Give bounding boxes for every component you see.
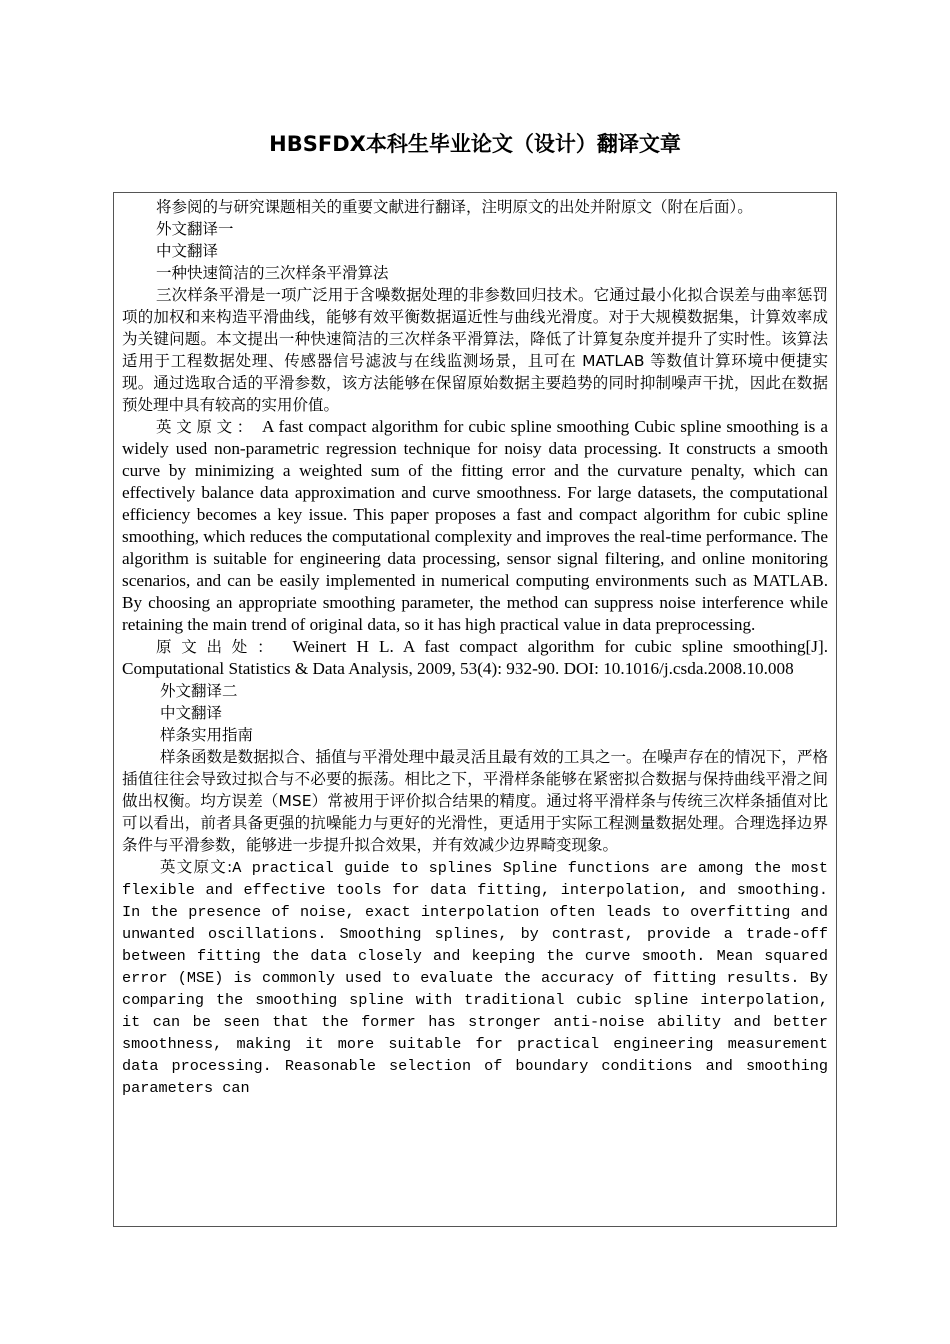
t2-original-text: A practical guide to splines Spline functions are among the most flexible and effective tools for data fitting, interpolation, and smoothing. In the presence of noise, exact interpolation often leads to overfitting and unwanted oscillations. Smoothing splines, by contrast, provide a trade-off between fitting the data closely and keeping the curve smooth. Mean squared error (MSE) is commonly used to evaluate the accuracy of fitting results. By comparing the smoothing spline with traditional cubic spline interpolation, it can be seen that the former has stronger anti-noise ability and better smoothness, making it more suitable for practical engineering measurement data processing. Reasonable selection of boundary conditions and smoothing parameters can bbox=[122, 859, 828, 1097]
t1-title: 一种快速简洁的三次样条平滑算法 bbox=[156, 264, 389, 282]
t1-label: 中文翻译 bbox=[156, 242, 219, 260]
t1-source-text: Weinert H L. A fast compact algorithm for cubic spline smoothing[J]. Computational Statistics & Data Analysis, 2009, 53(4): 932-90. DOI: 10.1016/j.csda.2008.10.008 bbox=[122, 637, 828, 678]
t1-original bbox=[122, 416, 828, 636]
t1-original-label: 英文原文： bbox=[156, 418, 258, 436]
t1-source bbox=[122, 636, 828, 680]
t1-body: 三次样条平滑是一项广泛用于含噪数据处理的非参数回归技术。它通过最小化拟合误差与曲率惩罚项的加权和来构造平滑曲线，能够有效平衡数据逼近性与曲线光滑度。对于大规模数据集，计算效率成为关键问题。本文提出一种快速简洁的三次样条平滑算法，降低了计算复杂度并提升了实时性。该算法适用于工程数据处理、传感器信号滤波与在线监测场景，且可在 MATLAB 等数值计算环境中便捷实现。通过选取合适的平滑参数，该方法能够在保留原始数据主要趋势的同时抑制噪声干扰，因此在数据预处理中具有较高的实用价值。 bbox=[122, 286, 828, 414]
document-content bbox=[122, 194, 828, 1099]
t2-body: 样条函数是数据拟合、插值与平滑处理中最灵活且最有效的工具之一。在噪声存在的情况下，严格插值往往会导致过拟合与不必要的振荡。相比之下，平滑样条能够在紧密拟合数据与保持曲线平滑之间做出权衡。均方误差（MSE）常被用于评价拟合结果的精度。通过将平滑样条与传统三次样条插值对比可以看出，前者具备更强的抗噪能力与更好的光滑性，更适用于实际工程测量数据处理。合理选择边界条件与平滑参数，能够进一步提升拟合效果，并有效减少边界畸变现象。 bbox=[122, 748, 828, 854]
t2-original bbox=[122, 856, 828, 1099]
t1-source-label: 原文出处： bbox=[156, 638, 283, 656]
t2-title: 样条实用指南 bbox=[160, 726, 254, 744]
instruction-text: 将参阅的与研究课题相关的重要文献进行翻译，注明原文的出处并附原文（附在后面）。 bbox=[156, 198, 753, 216]
t1-original-text: A fast compact algorithm for cubic spline smoothing Cubic spline smoothing is a widely used non-parametric regression technique for noisy data processing. It constructs a smooth curve by minimizing a weighted sum of the fitting error and the curvature penalty, which can effectively balance data approximation and curve smoothness. For large datasets, the computational efficiency becomes a key issue. This paper proposes a fast and compact algorithm for cubic spline smoothing, which reduces the computational complexity and improves the real-time performance. The algorithm is suitable for engineering data processing, sensor signal filtering, and online monitoring scenarios, and can be easily implemented in numerical computing environments such as MATLAB. By choosing an appropriate smoothing parameter, the method can suppress noise interference while retaining the main trend of original data, so it has high practical value in data preprocessing. bbox=[122, 417, 828, 634]
t2-label: 中文翻译 bbox=[160, 704, 223, 722]
t2-original-label: 英文原文: bbox=[160, 858, 233, 876]
page-title: HBSFDX本科生毕业论文（设计）翻译文章 bbox=[269, 132, 681, 156]
section1-heading: 外文翻译一 bbox=[156, 220, 234, 238]
section2-heading: 外文翻译二 bbox=[160, 682, 238, 700]
